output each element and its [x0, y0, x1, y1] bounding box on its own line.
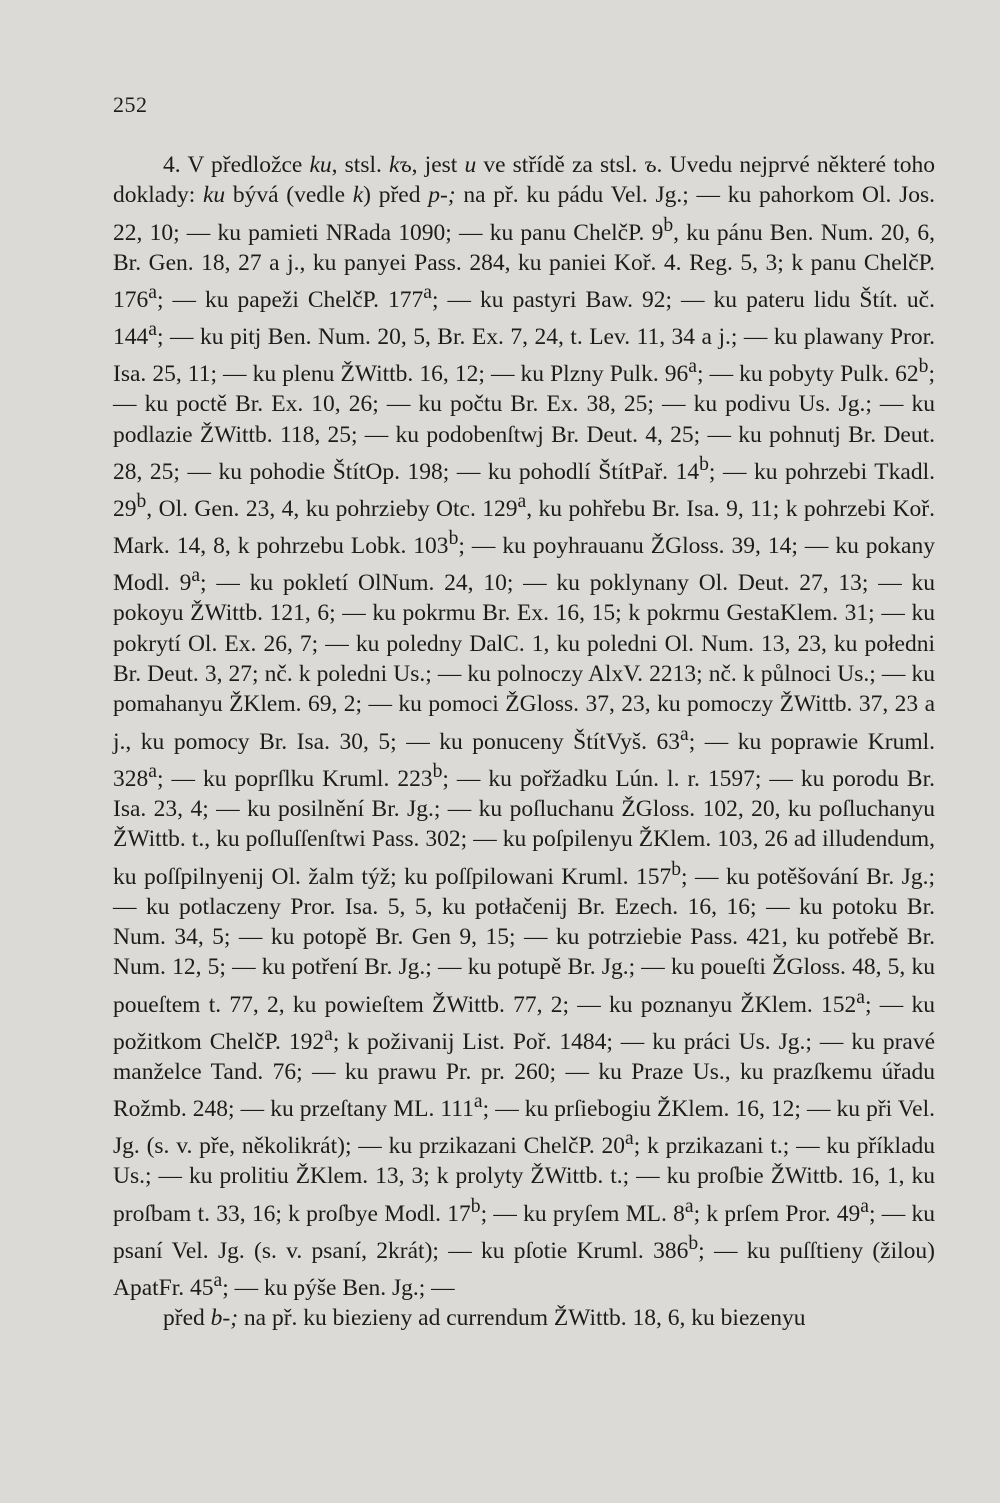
body-text: [113, 150, 935, 1333]
paragraph-1: 4. V předložce ku, stsl. kъ, jest u ve střídě za stsl. ъ. Uvedu nejprvé některé toho doklady: ku bývá (vedle k) před p-; na př. ku pádu Vel. Jg.; — ku pahorkom Ol. Jos. 22, 10; — ku pamieti NRada 1090; — ku panu ChelčP. 9$^b$, ku pánu Ben. Num. 20, 6, Br. Gen. 18, 27 a j., ku panyei Pass. 284, ku paniei Koř. 4. Reg. 5, 3; k panu ChelčP. 176$^a$; — ku papeži ChelčP. 177$^a$; — ku pastyri Baw. 92; — ku pateru lidu Štít. uč. 144$^a$; — ku pitj Ben. Num. 20, 5, Br. Ex. 7, 24, t. Lev. 11, 34 a j.; — ku plawany Pror. Isa. 25, 11; — ku plenu ŽWittb. 16, 12; — ku Plzny Pulk. 96$^a$; — ku pobyty Pulk. 62$^b$; — ku poctě Br. Ex. 10, 26; — ku počtu Br. Ex. 38, 25; — ku podivu Us. Jg.; — ku podlazie ŽWittb. 118, 25; — ku podobenſtwj Br. Deut. 4, 25; — ku pohnutj Br. Deut. 28, 25; — ku pohodie ŠtítOp. 198; — ku pohodlí ŠtítPař. 14$^b$; — ku pohrzebi Tkadl. 29$^b$, Ol. Gen. 23, 4, ku pohrzieby Otc. 129$^a$, ku pohřebu Br. Isa. 9, 11; k pohrzebi Koř. Mark. 14, 8, k pohrzebu Lobk. 103$^b$; — ku poyhrauanu ŽGloss. 39, 14; — ku pokany Modl. 9$^a$; — ku pokletí OlNum. 24, 10; — ku poklynany Ol. Deut. 27, 13; — ku pokoyu ŽWittb. 121, 6; — ku pokrmu Br. Ex. 16, 15; k pokrmu GestaKlem. 31; — ku pokrytí Ol. Ex. 26, 7; — ku poledny DalC. 1, ku poledni Ol. Num. 13, 23, ku połedni Br. Deut. 3, 27; nč. k poledni Us.; — ku polnoczy AlxV. 2213; nč. k půlnoci Us.; — ku pomahanyu ŽKlem. 69, 2; — ku pomoci ŽGloss. 37, 23, ku pomoczy ŽWittb. 37, 23 a j., ku pomocy Br. Isa. 30, 5; — ku ponuceny ŠtítVyš. 63$^a$; — ku poprawie Kruml. 328$^a$; — ku poprſlku Kruml. 223$^b$; — ku pořžadku Lún. l. r. 1597; — ku porodu Br. Isa. 23, 4; — ku posilnění Br. Jg.; — ku poſluchanu ŽGloss. 102, 20, ku poſluchanyu ŽWittb. t., ku poſluſſenſtwi Pass. 302; — ku poſpilenyu ŽKlem. 103, 26 ad illudendum, ku poſſpilnyenij Ol. žalm týž; ku poſſpilowani Kruml. 157$^b$; — ku potěšování Br. Jg.; — ku potlaczeny Pror. Isa. 5, 5, ku potłačenij Br. Ezech. 16, 16; — ku potoku Br. Num. 34, 5; — ku potopě Br. Gen 9, 15; — ku potrziebie Pass. 421, ku potřebě Br. Num. 12, 5; — ku potření Br. Jg.; — ku potupě Br. Jg.; — ku poueſti ŽGloss. 48, 5, ku poueſtem t. 77, 2, ku powieſtem ŽWittb. 77, 2; — ku poznanyu ŽKlem. 152$^a$; — ku požitkom ChelčP. 192$^a$; k poživanij List. Poř. 1484; — ku práci Us. Jg.; — ku pravé manželce Tand. 76; — ku prawu Pr. pr. 260; — ku Praze Us., ku prazſkemu úřadu Rožmb. 248; — ku przeſtany ML. 111$^a$; — ku prſiebogiu ŽKlem. 16, 12; — ku při Vel. Jg. (s. v. pře, několikrát); — ku przikazani ChelčP. 20$^a$; k przikazani t.; — ku příkladu Us.; — ku prolitiu ŽKlem. 13, 3; k prolyty ŽWittb. t.; — ku proſbie ŽWittb. 16, 1, ku proſbam t. 33, 16; k proſbye Modl. 17$^b$; — ku pryſem ML. 8$^a$; k prſem Pror. 49$^a$; — ku psaní Vel. Jg. (s. v. psaní, 2krát); — ku pſotie Kruml. 386$^b$; — ku puſſtieny (žilou) ApatFr. 45$^a$; — ku pýše Ben. Jg.; —: [113, 152, 936, 1301]
page-number: 252: [113, 92, 148, 117]
paragraph-2: před b-; na př. ku biezieny ad currendum ŽWittb. 18, 6, ku biezenyu: [163, 1305, 806, 1331]
